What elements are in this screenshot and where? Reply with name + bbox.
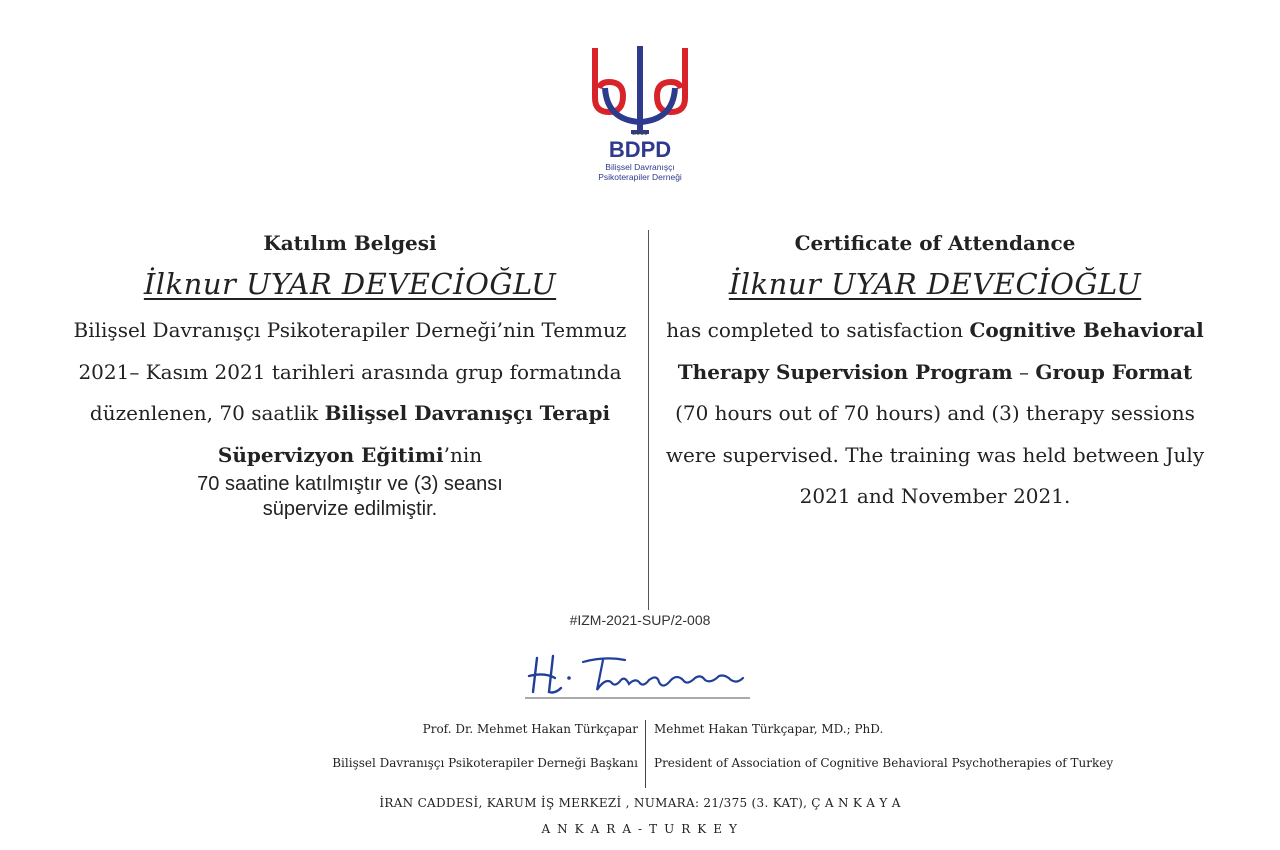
signatory-name-english: Mehmet Hakan Türkçapar, MD.; PhD. (654, 722, 884, 736)
logo-line2: Psikoterapiler Derneği (598, 172, 682, 182)
turkish-certificate-column (70, 228, 630, 522)
turkish-body-text: Bilişsel Davranışçı Psikoterapiler Derneği’nin Temmuz 2021– Kasım 2021 tarihleri arasında grup formatında düzenlenen, 70 saatlik (73, 318, 627, 425)
turkish-program-name: Bilişsel Davranışçı Terapi Süpervizyon Eğitimi (217, 401, 611, 467)
recipient-name-english: İlknur UYAR DEVECİOĞLU (728, 267, 1142, 301)
address-line-2: A N K A R A - T U R K E Y (541, 822, 739, 836)
english-body-rest: (70 hours out of 70 hours) and (3) therapy sessions were supervised. The training was held between July 2021 and November 2021. (665, 401, 1205, 508)
turkish-title: Katılım Belgesi (263, 231, 437, 255)
bdpd-logo (585, 40, 695, 190)
signatory-title-english: President of Association of Cognitive Behavioral Psychotherapies of Turkey (654, 756, 1114, 770)
certificate-reference-code: #IZM-2021-SUP/2-008 (569, 612, 711, 628)
english-body-intro: has completed to satisfaction (666, 318, 970, 342)
english-certificate-column (660, 228, 1210, 518)
english-body (660, 310, 1210, 518)
turkish-body (70, 310, 630, 476)
turkish-supervised-line: süpervize edilmiştir. (262, 498, 438, 520)
signatory-divider (645, 720, 646, 788)
english-format-name: Group Format (1035, 359, 1193, 384)
recipient-name-turkish: İlknur UYAR DEVECİOĞLU (143, 267, 557, 301)
address-line-1: İRAN CADDESİ, KARUM İŞ MERKEZİ , NUMARA: 21/375 (3. KAT), Ç A N K A Y A (379, 796, 901, 810)
logo-acronym: BDPD (608, 137, 672, 162)
signatory-title-turkish: Bilişsel Davranışçı Psikoterapiler Derneği Başkanı (332, 756, 638, 770)
english-dash: – (1012, 359, 1036, 384)
english-title: Certificate of Attendance (794, 231, 1076, 255)
logo-line1: Bilişsel Davranışçı (605, 162, 675, 172)
turkish-body-tail (70, 472, 630, 522)
signature-image (525, 648, 755, 700)
english-program-name: Cognitive Behavioral Therapy Supervision Program (677, 318, 1204, 384)
turkish-sessions-line: 70 saatine katılmıştır ve (3) seansı (197, 473, 503, 495)
column-divider (648, 230, 649, 610)
turkish-body-suffix: ’nin (443, 442, 483, 467)
logo-year: 2010 (632, 130, 648, 137)
signatory-name-turkish: Prof. Dr. Mehmet Hakan Türkçapar (422, 722, 638, 736)
